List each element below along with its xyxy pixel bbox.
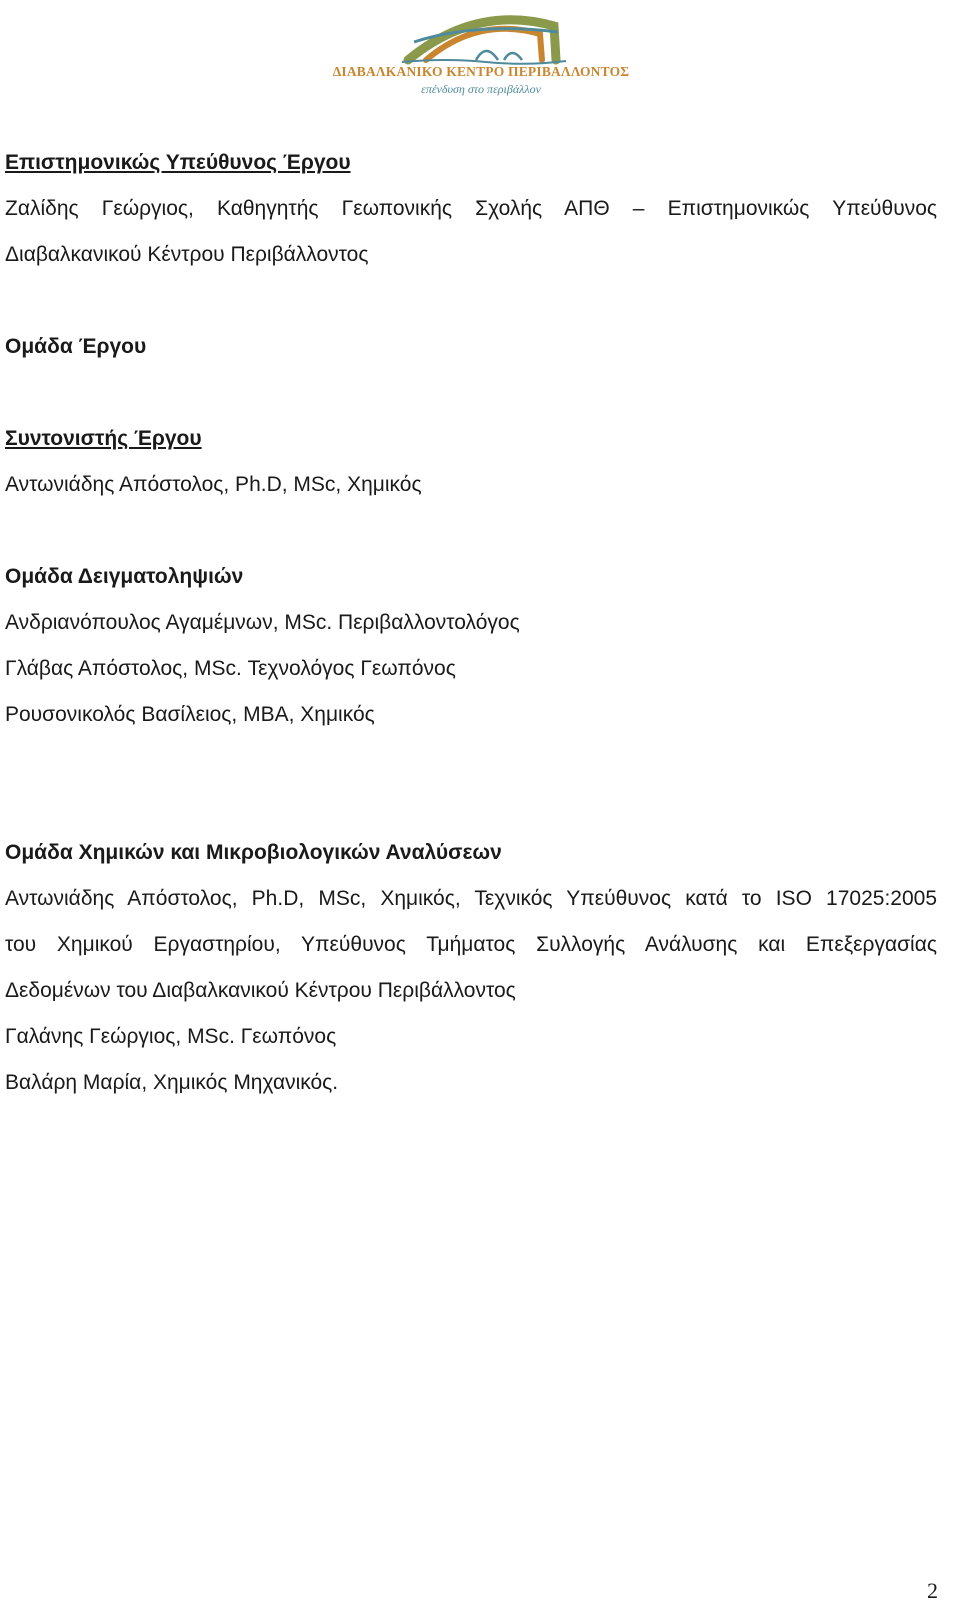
analysis-team-line: του Χημικού Εργαστηρίου, Υπεύθυνος Τμήματος Συλλογής Ανάλυσης και Επεξεργασίας xyxy=(5,933,937,956)
analysis-team-line: Δεδομένων του Διαβαλκανικού Κέντρου Περιβάλλοντος xyxy=(5,979,516,1002)
sampling-team-member: Γλάβας Απόστολος, MSc. Τεχνολόγος Γεωπόνος xyxy=(5,657,456,680)
analysis-team-member: Βαλάρη Μαρία, Χημικός Μηχανικός. xyxy=(5,1071,339,1094)
analysis-team-heading: Ομάδα Χημικών και Μικροβιολογικών Αναλύσεων xyxy=(5,841,502,864)
coordinator-member: Αντωνιάδης Απόστολος, Ph.D, MSc, Χημικός xyxy=(5,473,422,496)
analysis-team-line: Αντωνιάδης Απόστολος, Ph.D, MSc, Χημικός, Τεχνικός Υπεύθυνος κατά το ISO 17025:2005 xyxy=(5,887,937,910)
sampling-team-member: Ανδριανόπουλος Αγαμέμνων, MSc. Περιβαλλοντολόγος xyxy=(5,611,520,634)
section-spacer xyxy=(5,378,937,424)
section-spacer xyxy=(5,286,937,332)
section-spacer xyxy=(5,516,937,562)
section-spacer xyxy=(5,746,937,838)
project-team-heading: Ομάδα Έργου xyxy=(5,335,147,358)
analysis-team-member: Γαλάνης Γεώργιος, MSc. Γεωπόνος xyxy=(5,1025,337,1048)
document-body xyxy=(5,148,937,1114)
scientific-lead-heading: Επιστημονικώς Υπεύθυνος Έργου xyxy=(5,151,351,174)
organization-slogan: επένδυση στο περιβάλλον xyxy=(421,82,541,96)
organization-logo xyxy=(326,2,636,102)
bridge-logo-icon xyxy=(326,2,636,66)
scientific-lead-line: Ζαλίδης Γεώργιος, Καθηγητής Γεωπονικής Σχολής ΑΠΘ – Επιστημονικώς Υπεύθυνος xyxy=(5,197,937,220)
sampling-team-member: Ρουσονικολός Βασίλειος, MBA, Χημικός xyxy=(5,703,375,726)
scientific-lead-line: Διαβαλκανικού Κέντρου Περιβάλλοντος xyxy=(5,243,369,266)
coordinator-heading: Συντονιστής Έργου xyxy=(5,427,202,450)
sampling-team-heading: Ομάδα Δειγματοληψιών xyxy=(5,565,244,588)
page-number: 2 xyxy=(927,1578,938,1603)
organization-name: ΔΙΑΒΑΛΚΑΝΙΚΟ ΚΕΝΤΡΟ ΠΕΡΙΒΑΛΛΟΝΤΟΣ xyxy=(332,64,630,79)
